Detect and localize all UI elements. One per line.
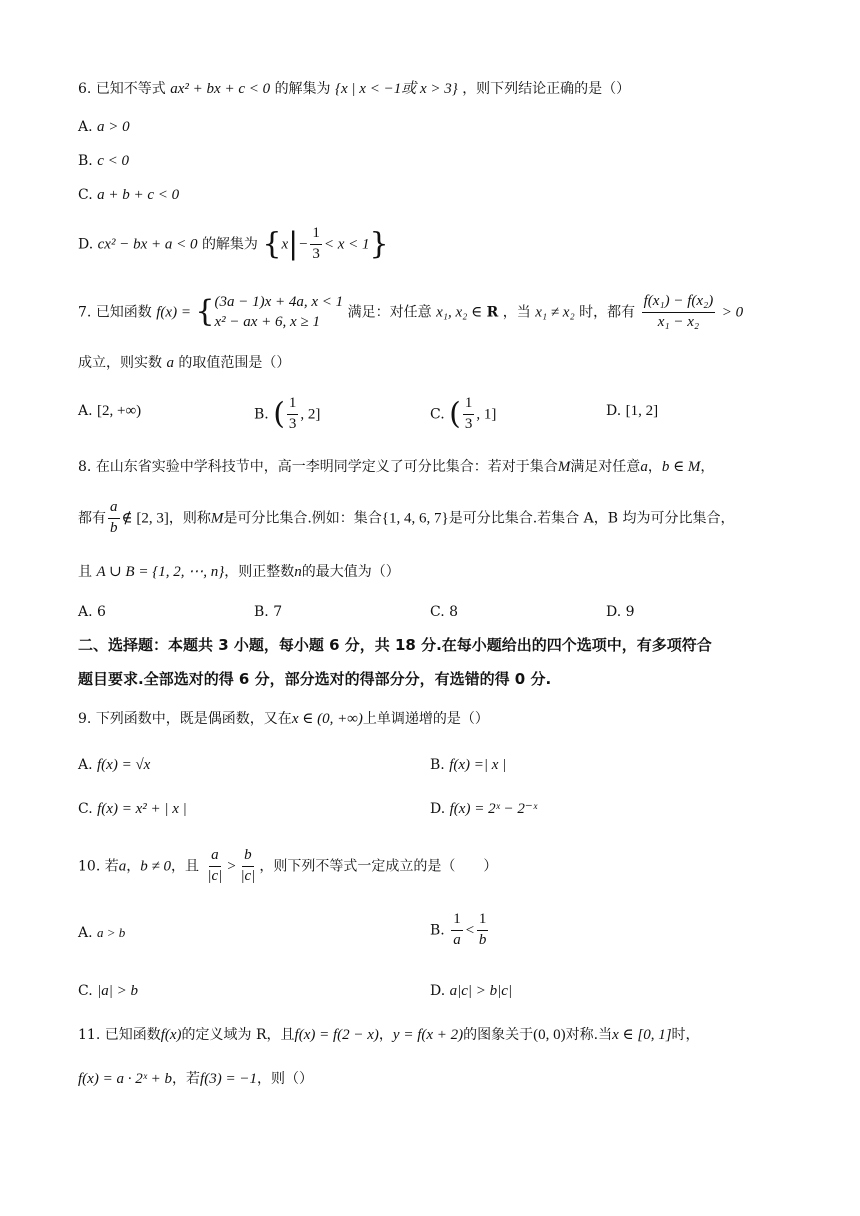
q9-option-c[interactable]: C. f(x) = x² + | x | xyxy=(78,801,187,817)
q8-stem-line3: 且 A ∪ B = {1, 2, ⋯, n}，则正整数n的最大值为（） xyxy=(78,564,400,580)
q9-option-b[interactable]: B. f(x) =| x | xyxy=(430,757,507,773)
q6-inequality: ax² + bx + c < 0 xyxy=(170,81,271,97)
section-2-heading-line2: 题目要求.全部选对的得 6 分，部分选对的得部分分，有选错的得 0 分. xyxy=(78,670,552,688)
q8-number: 8. xyxy=(78,459,92,475)
q8-option-a[interactable]: A. 6 xyxy=(78,604,106,620)
q10-option-c[interactable]: C. |a| > b xyxy=(78,983,138,999)
q7-difference-quotient: $\frac{\text{f(x₁) − f(x₂)}}{\text{x₁ − x₂}}$ xyxy=(643,293,714,330)
q8-stem-line1: 8. 在山东省实验中学科技节中，高一李明同学定义了可分比集合：若对于集合M满足对任意a，b ∈ M， xyxy=(78,459,715,475)
q6-option-b[interactable]: B. c < 0 xyxy=(78,153,129,169)
q7-option-b[interactable]: B. ( $\frac{1}{3}$ , 2] xyxy=(254,395,321,432)
q6-stem: 6. 已知不等式 ax² + bx + c < 0 的解集为 {x | x < −1或 x > 3} ，则下列结论正确的是（） xyxy=(78,81,631,97)
q11-number: 11. xyxy=(78,1027,101,1043)
q10-stem: 10. 若a，b ≠ 0，且 $\frac{a}{|c|}$ > $\frac{b}{|c|}$ ，则下列不等式一定成立的是（ ） xyxy=(78,847,498,884)
q8-stem-line2: 都有 $\frac{a}{b}$ ∉ [2, 3]，则称M是可分比集合.例如：集合{1, 4, 6, 7}是可分比集合.若集合 A，B 均为可分比集合， xyxy=(78,499,735,536)
q10-number: 10. xyxy=(78,858,101,875)
q7-stem: 7. 已知函数 f(x) = { (3a − 1)x + 4a, x < 1 x² − ax + 6, x ≥ 1 满足：对任意 x₁, x₂ ∈ R ，当 x₁ ≠ x₂ 时，都有 $\frac{\text{f(x₁) − f(x₂)}}{\text{x₁ − x₂}}$ > 0 xyxy=(78,292,743,333)
q10-option-b[interactable]: B. $\frac{1}{a}$ < $\frac{1}{b}$ xyxy=(430,911,487,948)
q11-stem-line2: f(x) = a · 2ˣ + b，若f(3) = −1，则（） xyxy=(78,1071,313,1087)
q7-option-a[interactable]: A. [2, +∞) xyxy=(78,403,142,419)
q6-number: 6. xyxy=(78,81,92,97)
q7-stem-line2: 成立，则实数 a 的取值范围是（） xyxy=(78,355,291,371)
q6-option-d[interactable]: D. cx² − bx + a < 0 的解集为 {x|− $\frac{1}{3}$ < x < 1} xyxy=(78,225,389,262)
q10-option-a[interactable]: A. a > b xyxy=(78,925,126,941)
q9-number: 9. xyxy=(78,711,92,727)
section-2-heading: 二、选择题：本题共 3 小题，每小题 6 分，共 18 分.在每小题给出的四个选项中，有多项符合 xyxy=(78,636,712,654)
q9-stem: 9. 下列函数中，既是偶函数，又在x ∈ (0, +∞)上单调递增的是（） xyxy=(78,711,489,727)
q9-option-d[interactable]: D. f(x) = 2ˣ − 2⁻ˣ xyxy=(430,801,538,817)
q8-option-d[interactable]: D. 9 xyxy=(606,604,635,620)
q7-piecewise: { (3a − 1)x + 4a, x < 1 x² − ax + 6, x ≥ 1 xyxy=(195,294,344,331)
q8-option-b[interactable]: B. 7 xyxy=(254,604,283,620)
q7-option-c[interactable]: C. ( $\frac{1}{3}$ , 1] xyxy=(430,395,497,432)
q7-option-d[interactable]: D. [1, 2] xyxy=(606,403,659,419)
q8-option-c[interactable]: C. 8 xyxy=(430,604,459,620)
q7-number: 7. xyxy=(78,304,92,321)
q10-option-d[interactable]: D. a|c| > b|c| xyxy=(430,983,513,999)
q6-solution-set: {x | x < −1或 x > 3} xyxy=(335,81,458,97)
q6-option-a[interactable]: A. a > 0 xyxy=(78,119,130,135)
q9-option-a[interactable]: A. f(x) = √x xyxy=(78,757,151,773)
q11-stem-line1: 11. 已知函数f(x)的定义域为 R，且f(x) = f(2 − x)，y = f(x + 2)的图象关于(0, 0)对称.当x ∈ [0, 1]时， xyxy=(78,1027,700,1043)
q6-option-c[interactable]: C. a + b + c < 0 xyxy=(78,187,180,203)
q6-d-fraction: $\frac{1}{3}$ xyxy=(312,225,320,262)
